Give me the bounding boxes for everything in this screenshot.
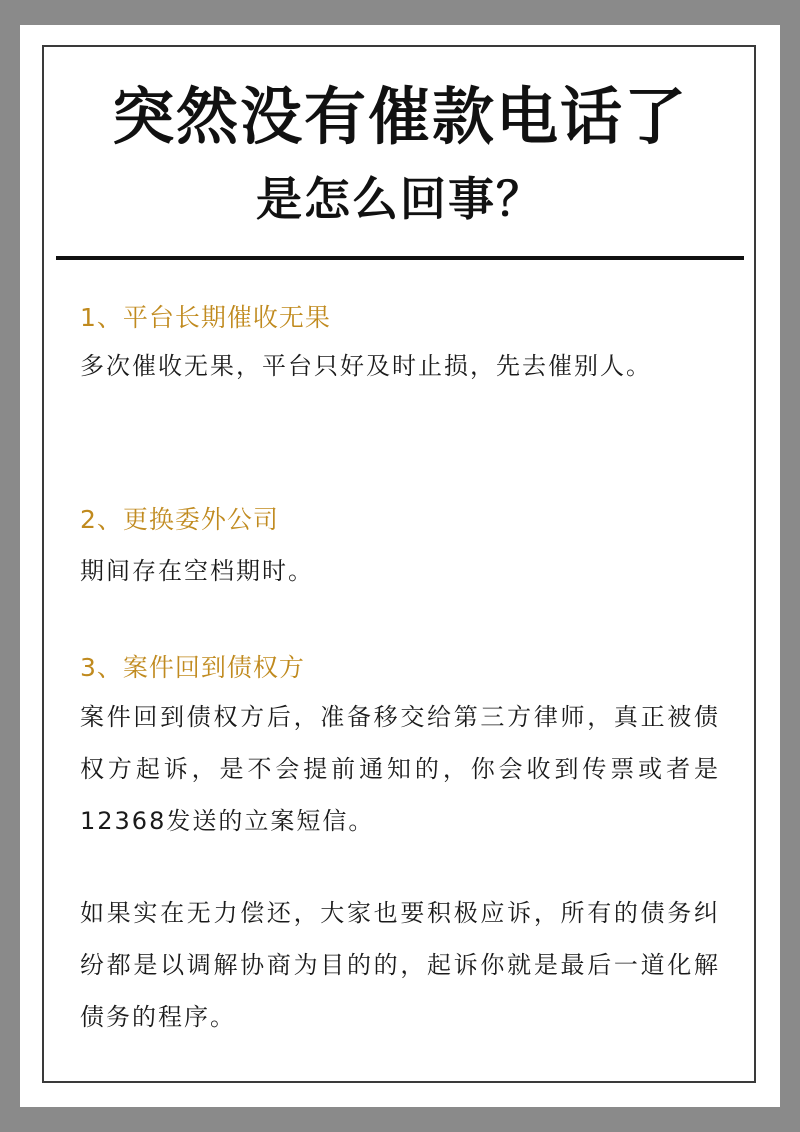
section-body-1: 多次催收无果，平台只好及时止损，先去催别人。 bbox=[80, 352, 652, 380]
conclusion-paragraph: 如果实在无力偿还，大家也要积极应诉，所有的债务纠纷都是以调解协商为目的的，起诉你就是最后一道化解债务的程序。 bbox=[80, 899, 720, 1031]
section-body-3: 案件回到债权方后，准备移交给第三方律师，真正被债权方起诉，是不会提前通知的，你会收到传票或者是12368发送的立案短信。 bbox=[80, 703, 720, 835]
document-page bbox=[20, 25, 780, 1107]
section-body-2: 期间存在空档期时。 bbox=[80, 557, 314, 585]
title-divider bbox=[56, 256, 744, 260]
section-heading-2: 2、更换委外公司 bbox=[80, 505, 279, 534]
section-heading-1: 1、平台长期催收无果 bbox=[80, 303, 331, 332]
page-title: 突然没有催款电话了 bbox=[111, 80, 688, 153]
section-heading-3: 3、案件回到债权方 bbox=[80, 653, 305, 682]
page-subtitle: 是怎么回事？ bbox=[256, 172, 544, 226]
